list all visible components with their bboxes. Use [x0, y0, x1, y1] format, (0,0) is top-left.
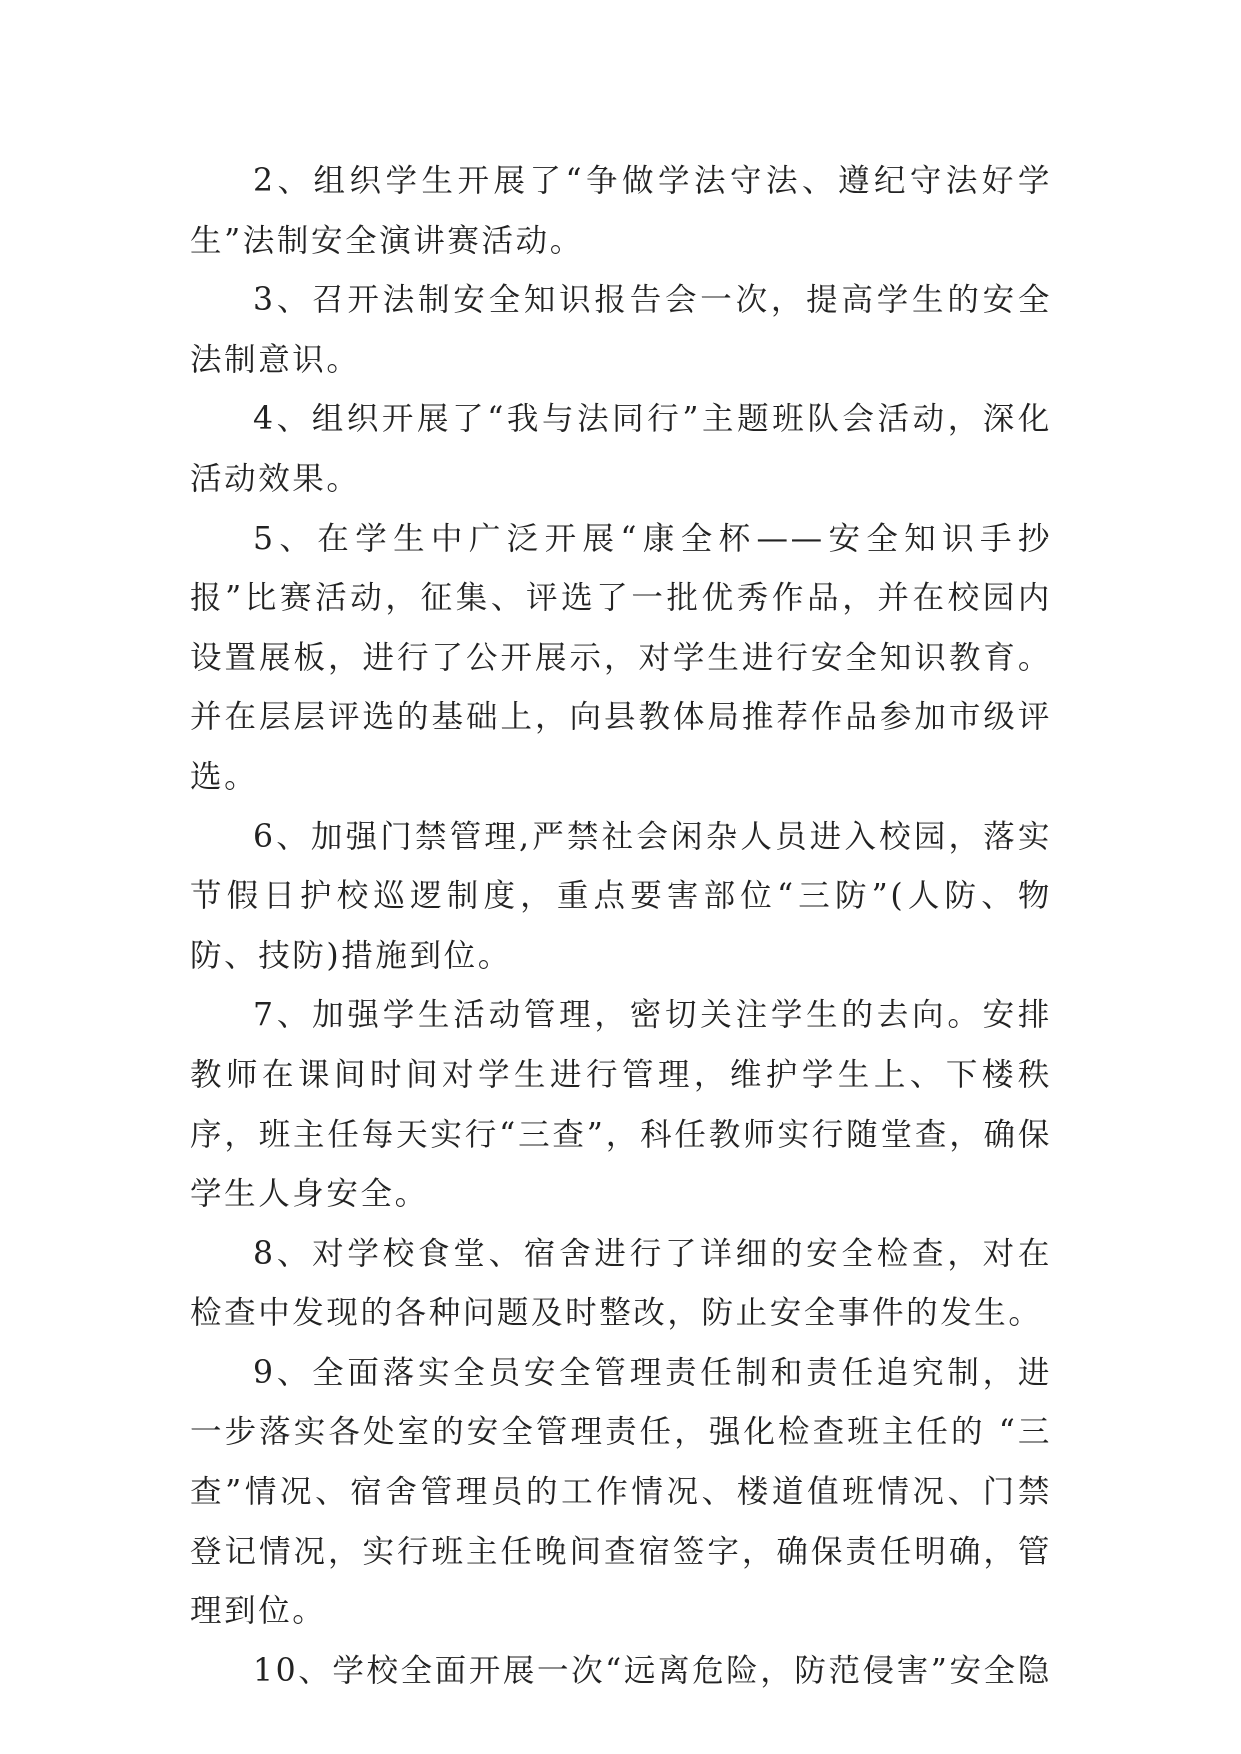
- document-body: [190, 152, 1052, 1701]
- paragraph-item-5: 5、在学生中广泛开展“康全杯——安全知识手抄报”比赛活动，征集、评选了一批优秀作品，并在校园内设置展板，进行了公开展示，对学生进行安全知识教育。并在层层评选的基础上，向县教体局推荐作品参加市级评选。: [190, 520, 1052, 795]
- paragraph-item-2: 2、组织学生开展了“争做学法守法、遵纪守法好学生”法制安全演讲赛活动。: [190, 163, 1052, 259]
- paragraph-item-10: 10、学校全面开展一次“远离危险，防范侵害”安全隐: [253, 1652, 1052, 1689]
- paragraph-item-4: 4、组织开展了“我与法同行”主题班队会活动，深化活动效果。: [190, 401, 1052, 497]
- paragraph-item-3: 3、召开法制安全知识报告会一次，提高学生的安全法制意识。: [190, 282, 1052, 378]
- paragraph-item-9: 9、全面落实全员安全管理责任制和责任追究制，进一步落实各处室的安全管理责任，强化检查班主任的 “三查”情况、宿舍管理员的工作情况、楼道值班情况、门禁登记情况，实行班主任晚间查宿签字，确保责任明确，管理到位。: [190, 1354, 1052, 1630]
- paragraph-item-6: 6、加强门禁管理,严禁社会闲杂人员进入校园，落实节假日护校巡逻制度，重点要害部位“三防”(人防、物防、技防)措施到位。: [190, 818, 1052, 974]
- paragraph-item-7: 7、加强学生活动管理，密切关注学生的去向。安排教师在课间时间对学生进行管理，维护学生上、下楼秩序，班主任每天实行“三查”，科任教师实行随堂查，确保学生人身安全。: [190, 997, 1052, 1213]
- paragraph-item-8: 8、对学校食堂、宿舍进行了详细的安全检查，对在检查中发现的各种问题及时整改，防止安全事件的发生。: [190, 1235, 1052, 1332]
